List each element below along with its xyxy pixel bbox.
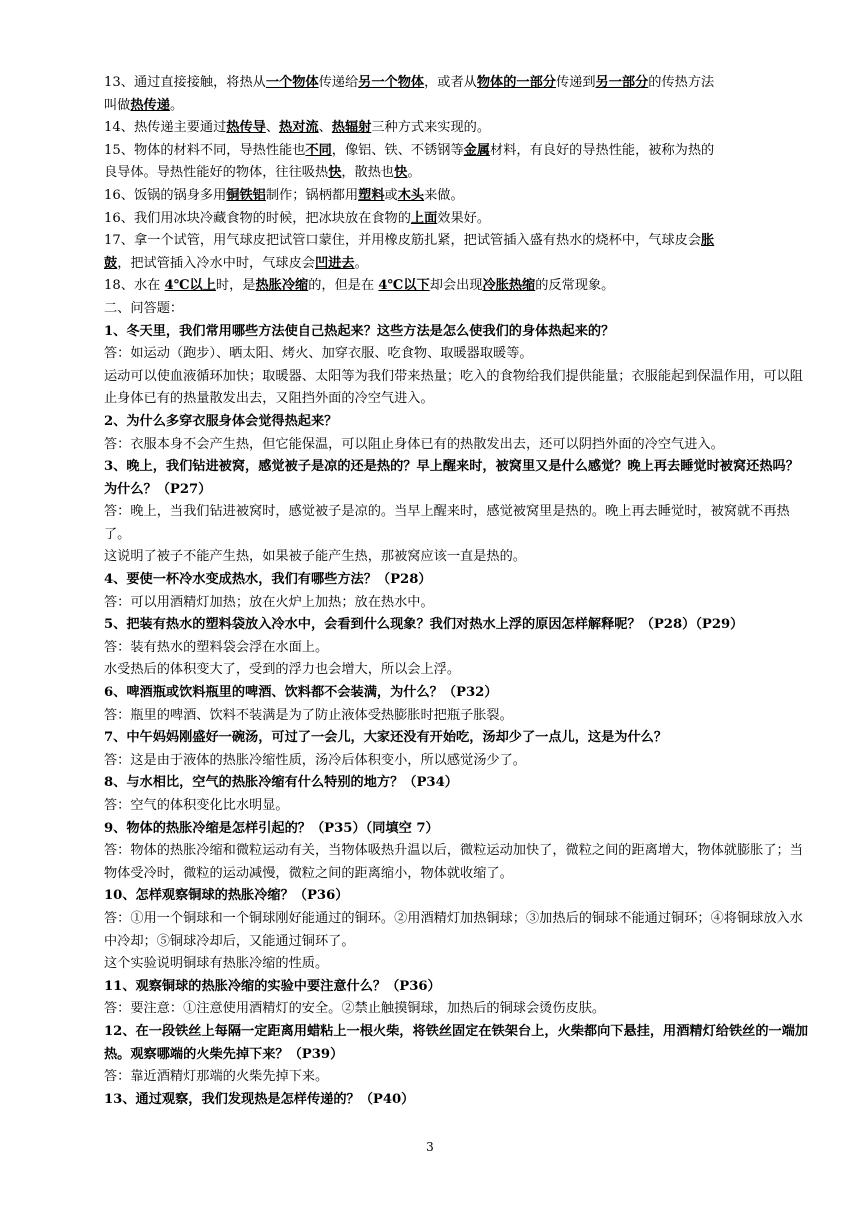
answer: 答：衣服本身不会产生热，但它能保温，可以阻止身体已有的热散发出去，还可以阴挡外面的冷空气进入。: [104, 436, 724, 452]
question: 2、为什么多穿衣服身体会觉得热起来？: [104, 413, 338, 429]
answer-blank: 物体的一部分: [476, 75, 556, 90]
section-heading: 二、问答题：: [104, 300, 184, 316]
question: 12、在一段铁丝上每隔一定距离用蜡粘上一根火柴，将铁丝固定在铁架台上，火柴都向下悬挂，用酒精灯给铁丝的一端加热。观察哪端的火柴先掉下来？（P39）: [104, 1023, 809, 1062]
answer: 答：要注意：①注意使用酒精灯的安全。②禁止触摸铜球，加热后的铜球会烫伤皮肤。: [104, 1001, 606, 1017]
answer-blank: 鼓: [104, 255, 118, 271]
answer: 答：晚上，当我们钻进被窝时，感觉被子是凉的。当早上醒来时，感觉被窝里是热的。晚上再去睡觉时，被窝就不再热了。: [104, 504, 790, 542]
fill-item-17: 17、拿一个试管，用气球皮把试管口蒙住，并用橡皮筋扎紧，把试管插入盛有热水的烧杯中，气球皮会胀: [104, 233, 715, 249]
answer-blank: 冷胀热缩: [482, 278, 536, 294]
question: 6、啤酒瓶或饮料瓶里的啤酒、饮料都不会装满，为什么？（P32）: [104, 685, 498, 701]
answer-blank: 快: [328, 165, 342, 181]
answer-blank: 热传递: [130, 97, 170, 113]
answer: 答：装有热水的塑料袋会浮在水面上。: [104, 639, 329, 655]
answer: 答：瓶里的啤酒、饮料不装满是为了防止液体受热膨胀时把瓶子胀裂。: [104, 707, 513, 723]
fill-item-16b: 16、我们用冰块冷藏食物的时候，把冰块放在食物的上面效果好。: [104, 210, 491, 226]
answer: 答：靠近酒精灯那端的火柴先掉下来。: [104, 1069, 329, 1085]
fill-item-13: 13、通过直接接触，将热从一个物体传递给另一个物体，或者从物体的一部分传递到另一部分的传热方法: [104, 75, 715, 90]
answer-blank: 塑料: [358, 187, 385, 203]
answer: 这个实验说明铜球有热胀冷缩的性质。: [104, 956, 329, 972]
answer-blank: 热对流: [279, 120, 319, 136]
answer-blank: 木头: [397, 187, 425, 203]
answer-blank: 4℃以上: [164, 278, 216, 294]
fill-item-14: 14、热传递主要通过热传导、热对流、热辐射三种方式来实现的。: [104, 120, 491, 136]
fill-item-15-cont: 良导体。导热性能好的物体，往往吸热快，散热也快。: [104, 165, 421, 181]
question: 3、晚上，我们钻进被窝，感觉被子是凉的还是热的？早上醒来时，被窝里又是什么感觉？晚上再去睡觉时被窝还热吗？为什么？（P27）: [104, 459, 799, 497]
answer: 这说明了被子不能产生热，如果被子能产生热，那被窝应该一直是热的。: [104, 549, 526, 565]
answer: 答：空气的体积变化比水明显。: [104, 798, 289, 813]
question: 8、与水相比，空气的热胀冷缩有什么特别的地方？（P34）: [104, 775, 458, 791]
answer: 运动可以使血液循环加快；取暖器、太阳等为我们带来热量；吃入的食物给我们提供能量；衣服能起到保温作用，可以阻止身体已有的热量散发出去，又阻挡外面的冷空气进入。: [104, 368, 803, 407]
answer-blank: 另一个物体: [358, 75, 425, 90]
answer-blank: 不同: [305, 142, 332, 158]
fill-item-17-cont: 鼓，把试管插入冷水中时，气球皮会凹进去。: [104, 255, 368, 271]
answer: 答：这是由于液体的热胀冷缩性质，汤冷后体积变小，所以感觉汤少了。: [104, 752, 526, 768]
answer-blank: 金属: [463, 142, 491, 158]
answer-blank: 凹进去: [315, 255, 355, 271]
answer-blank: 另一部分: [595, 75, 649, 90]
answer-blank: 快: [394, 165, 408, 181]
fill-item-16a: 16、饭锅的锅身多用铜铁铝制作；锅柄都用塑料或木头来做。: [104, 187, 464, 203]
answer-blank: 热辐射: [331, 120, 372, 136]
answer: 答：①用一个铜球和一个铜球刚好能通过的铜环。②用酒精灯加热铜球；③加热后的铜球不能通过铜环；④将铜球放入水中冷却；⑤铜球冷却后，又能通过铜环了。: [104, 910, 803, 949]
answer-blank: 一个物体: [265, 75, 319, 90]
answer: 水受热后的体积变大了，受到的浮力也会增大，所以会上浮。: [104, 662, 461, 678]
page-content: [104, 72, 812, 1111]
answer-blank: 铜铁铝: [226, 187, 266, 203]
answer-blank: 热胀冷缩: [255, 278, 309, 294]
answer: 答：可以用酒精灯加热；放在火炉上加热；放在热水中。: [104, 594, 434, 610]
question: 10、怎样观察铜球的热胀冷缩？（P36）: [104, 888, 349, 904]
fill-item-15: 15、物体的材料不同，导热性能也不同，像铝、铁、不锈钢等金属材料，有良好的导热性能，被称为热的: [104, 142, 715, 158]
answer-blank: 4℃以下: [378, 278, 430, 294]
answer-blank: 上面: [410, 210, 438, 226]
qa-list: [104, 321, 812, 1112]
answer-blank: 胀: [701, 233, 715, 249]
answer: 答：物体的热胀冷缩和微粒运动有关，当物体吸热升温以后，微粒运动加快了，微粒之间的距离增大，物体就膨胀了；当物体受冷时，微粒的运动减慢，微粒之间的距离缩小，物体就收缩了。: [104, 843, 803, 881]
question: 4、要使一杯冷水变成热水，我们有哪些方法？（P28）: [104, 572, 432, 588]
question: 9、物体的热胀冷缩是怎样引起的？（P35）（同填空 7）: [104, 820, 439, 836]
question: 11、观察铜球的热胀冷缩的实验中要注意什么？（P36）: [104, 978, 441, 994]
question: 5、把装有热水的塑料袋放入冷水中，会看到什么现象？我们对热水上浮的原因怎样解释呢？（P28）（P29）: [104, 617, 744, 633]
page-number: 3: [426, 1140, 434, 1154]
fill-item-18: 18、水在 4℃以上时，是热胀冷缩的，但是在 4℃以下却会出现冷胀热缩的反常现象。: [104, 278, 615, 294]
fill-item-13-cont: 叫做热传递。: [104, 97, 184, 113]
question: 13、通过观察，我们发现热是怎样传递的？（P40）: [104, 1091, 415, 1107]
answer-blank: 热传导: [226, 120, 266, 136]
answer: 答：如运动（跑步）、晒太阳、烤火、加穿衣服、吃食物、取暖器取暖等。: [104, 346, 533, 362]
question: 1、冬天里，我们常用哪些方法使自己热起来？这些方法是怎么使我们的身体热起来的？: [104, 323, 615, 339]
question: 7、中午妈妈刚盛好一碗汤，可过了一会儿，大家还没有开始吃，汤却少了一点儿，这是为什么？: [104, 730, 668, 746]
